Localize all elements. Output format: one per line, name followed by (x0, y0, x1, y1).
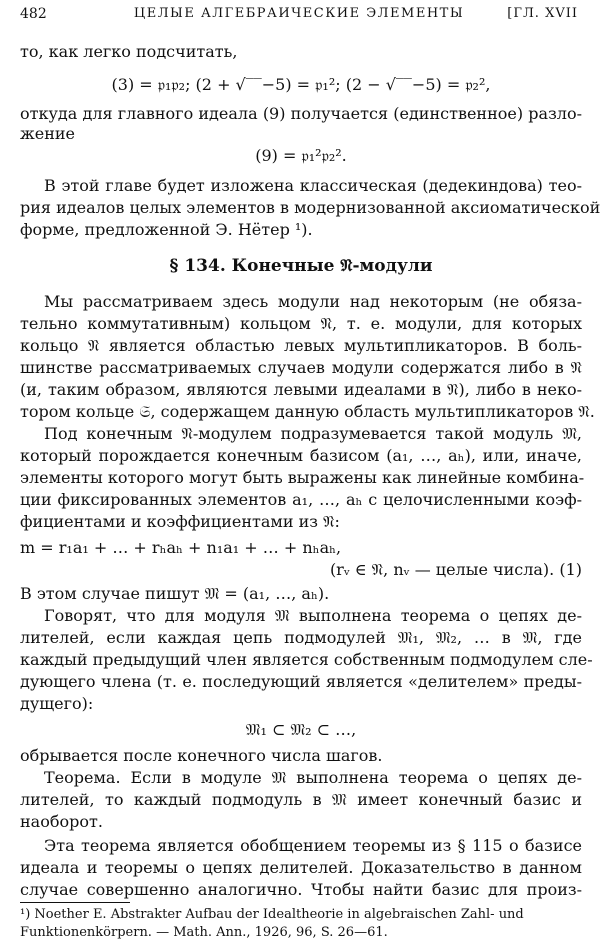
text-line: лителей, то каждый подмодуль в 𝔐 имеет конечный базис и (20, 790, 582, 809)
text-line: то, как легко подсчитать, (20, 42, 238, 61)
footnote-line: ¹) Noether E. Abstrakter Aufbau der Idealtheorie in algebraischen Zahl- und (20, 907, 524, 922)
text-line: Говорят, что для модуля 𝔐 выполнена теорема о цепях де- (44, 606, 582, 625)
text-line: В этой главе будет изложена классическая (дедекиндова) тео- (44, 176, 582, 195)
formula-line: 𝔐₁ ⊂ 𝔐₂ ⊂ …, (245, 720, 357, 739)
text-line: каждый предыдущий член является собственным подмодулем сле- (20, 650, 593, 669)
text-line: жение (20, 124, 75, 143)
text-line: ции фиксированных элементов a₁, …, aₕ с целочисленными коэф- (20, 490, 582, 509)
text-line: откуда для главного идеала (9) получается (единственное) разло- (20, 104, 582, 123)
text-line: Под конечным 𝔑-модулем подразумевается такой модуль 𝔐, (44, 424, 582, 443)
footnote-line: Funktionenkörpern. — Math. Ann., 1926, 96, S. 26—61. (20, 925, 388, 940)
text-line: форме, предложенной Э. Нётер ¹). (20, 220, 313, 239)
text-line: (и, таким образом, являются левыми идеалами в 𝔑), либо в неко- (20, 380, 582, 399)
text-line: шинстве рассматриваемых случаев модули содержатся либо в 𝔑 (20, 358, 582, 377)
text-line: лителей, если каждая цепь подмодулей 𝔐₁, 𝔐₂, … в 𝔐, где (20, 628, 582, 647)
text-line: Теорема. Если в модуле 𝔐 выполнена теорема о цепях де- (44, 768, 582, 787)
text-line: дущего): (20, 694, 94, 713)
text-line: наоборот. (20, 812, 103, 831)
chapter-label: [ГЛ. XVII (507, 6, 578, 21)
page-number: 482 (20, 6, 47, 22)
text-line: дующего члена (т. е. последующий является «делителем» преды- (20, 672, 582, 691)
text-line: Эта теорема является обобщением теоремы из § 115 о базисе (44, 836, 582, 855)
text-line: В этом случае пишут 𝔐 = (a₁, …, aₕ). (20, 584, 330, 603)
running-header (20, 6, 578, 30)
section-title: § 134. Конечные 𝔑-модули (169, 256, 433, 276)
text-line: идеала и теоремы о цепях делителей. Доказательство в данном (20, 858, 582, 877)
footnote-rule (20, 902, 130, 903)
text-line: фициентами и коэффициентами из 𝔑: (20, 512, 340, 531)
text-line: который порождается конечным базисом (a₁, …, aₕ), или, иначе, (20, 446, 582, 465)
text-line: элементы которого могут быть выражены как линейные комбина- (20, 468, 585, 487)
text-line: тельно коммутативным) кольцом 𝔑, т. е. модули, для которых (20, 314, 582, 333)
formula-line: (9) = 𝔭₁²𝔭₂². (255, 146, 347, 165)
text-line: кольцо 𝔑 является областью левых мультипликаторов. В боль- (20, 336, 582, 355)
formula-line: m = r₁a₁ + … + rₕaₕ + n₁a₁ + … + nₕaₕ, (20, 538, 342, 557)
text-line: рия идеалов целых элементов в модернизованной аксиоматической (20, 198, 600, 217)
text-line: тором кольце 𝔖, содержащем данную область мультипликаторов 𝔑. (20, 402, 595, 421)
text-line: случае совершенно аналогично. Чтобы найти базис для произ- (20, 880, 582, 899)
text-line: обрывается после конечного числа шагов. (20, 746, 383, 765)
formula-line: (3) = 𝔭₁𝔭₂; (2 + √‾‾−5) = 𝔭₁²; (2 − √‾‾−5) = 𝔭₂², (111, 75, 491, 94)
text-line: Мы рассматриваем здесь модули над некоторым (не обяза- (44, 292, 582, 311)
running-title: ЦЕЛЫЕ АЛГЕБРАИЧЕСКИЕ ЭЛЕМЕНТЫ (133, 6, 465, 21)
formula-line: (rᵥ ∈ 𝔑, nᵥ — целые числа). (1) (329, 560, 582, 579)
